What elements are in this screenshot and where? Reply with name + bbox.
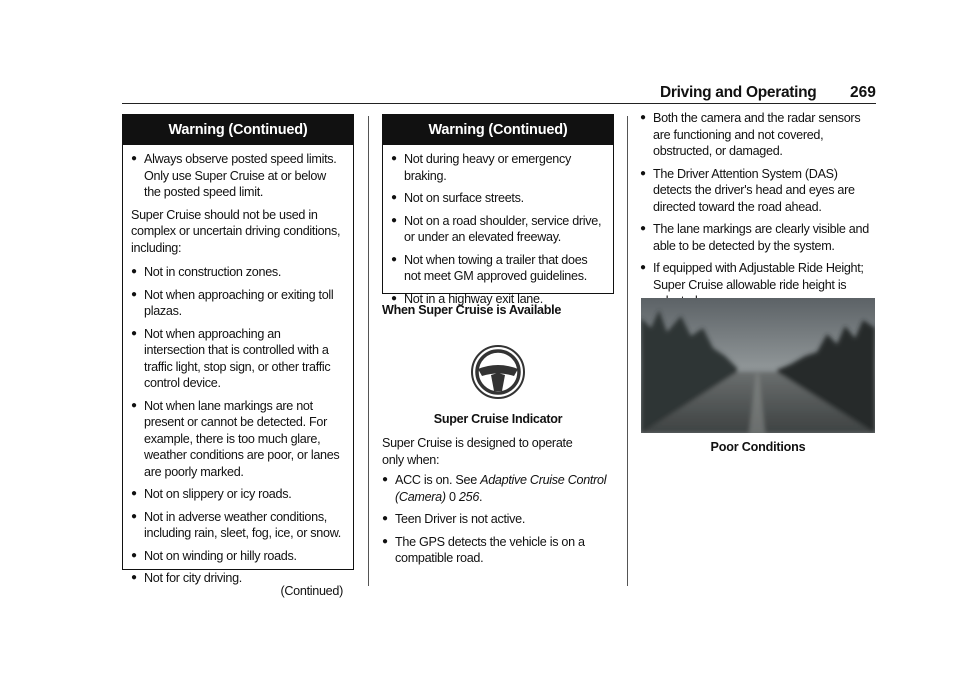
list-item: ● Always observe posted speed limits. Only use Super Cruise at or below the posted speed limit. bbox=[131, 152, 337, 199]
bullet-dot-icon: ● bbox=[391, 214, 397, 226]
bullet-dot-icon: ● bbox=[382, 535, 388, 547]
reference-arrow-icon: 0 bbox=[448, 489, 456, 504]
list-item: ● Not in adverse weather conditions, including rain, sleet, fog, ice, or snow. bbox=[131, 509, 342, 540]
bullet-dot-icon: ● bbox=[382, 474, 388, 485]
steering-wheel-icon bbox=[469, 343, 527, 401]
cross-reference-link[interactable]: Adaptive Cruise Control (Camera) bbox=[395, 473, 607, 504]
list-item: ● Teen Driver is not active. bbox=[382, 512, 526, 526]
bullet-dot-icon: ● bbox=[131, 327, 137, 339]
bullet-dot-icon: ● bbox=[131, 266, 137, 277]
list-item: ● Not when towing a trailer that does not meet GM approved guidelines. bbox=[391, 252, 588, 283]
page-header bbox=[0, 0, 960, 110]
bullet-dot-icon: ● bbox=[640, 262, 646, 273]
figure-caption: Poor Conditions bbox=[710, 440, 806, 454]
warning-box bbox=[122, 114, 354, 598]
figure-caption: Super Cruise Indicator bbox=[433, 411, 563, 426]
warning-heading: Warning (Continued) bbox=[383, 115, 613, 145]
header-rule bbox=[122, 103, 876, 104]
subheading: When Super Cruise is Available bbox=[382, 303, 562, 317]
warning-paragraph: Super Cruise should not be used in complex or uncertain driving conditions, including: bbox=[131, 207, 341, 255]
list-item: ● If equipped with Adjustable Ride Height; Super Cruise allowable ride height is bbox=[640, 260, 876, 310]
bullet-dot-icon: ● bbox=[131, 572, 137, 583]
bullet-dot-icon: ● bbox=[131, 549, 137, 561]
bullet-dot-icon: ● bbox=[391, 253, 397, 265]
list-item: ● Not when lane markings are not present or cannot be detected. For example, there is too much glare, weather conditions are poor, or lanes are poorly marked. bbox=[131, 398, 340, 479]
list-item: ● The GPS detects the vehicle is on a compatible road. bbox=[382, 534, 585, 565]
poor-conditions-photo bbox=[641, 298, 875, 433]
list-item: ● ACC is on. See Adaptive Cruise Control (Camera) 0 256. bbox=[382, 473, 607, 504]
list-item: ● Not on slippery or icy roads. bbox=[131, 487, 292, 501]
reference-page[interactable]: 256 bbox=[458, 489, 480, 504]
warning-box bbox=[382, 114, 614, 306]
bullet-dot-icon: ● bbox=[640, 223, 646, 234]
bullet-dot-icon: ● bbox=[131, 153, 137, 164]
list-item: ● Not on a road shoulder, service drive, or under an elevated freeway. bbox=[391, 213, 602, 244]
list-item: ● Not in construction zones. bbox=[131, 265, 282, 279]
list-item: ● Not during heavy or emergency braking. bbox=[391, 152, 572, 183]
list-item: ● Not on winding or hilly roads. bbox=[131, 548, 297, 563]
bullet-dot-icon: ● bbox=[391, 192, 397, 203]
list-item: ● Not when approaching or exiting toll plazas. bbox=[131, 287, 334, 318]
bullet-dot-icon: ● bbox=[640, 112, 646, 123]
continued-label: (Continued) bbox=[280, 583, 343, 598]
intro-paragraph: Super Cruise is designed to operate only when: bbox=[382, 436, 573, 467]
warning-heading: Warning (Continued) bbox=[123, 115, 353, 145]
column-divider bbox=[627, 116, 628, 586]
column-divider bbox=[368, 116, 369, 586]
section-title: Driving and Operating bbox=[660, 84, 817, 101]
bullet-dot-icon: ● bbox=[391, 292, 397, 304]
list-item: ● Both the camera and the radar sensors are functioning and not covered, obstructed, or damaged. bbox=[640, 111, 861, 158]
list-item: ● Not when approaching an intersection that is controlled with a traffic light, stop sign, or other traffic control device. bbox=[131, 326, 331, 390]
column-2-text bbox=[382, 302, 614, 573]
bullet-dot-icon: ● bbox=[382, 513, 388, 524]
column-3-text bbox=[640, 110, 876, 316]
list-item: ● The lane markings are clearly visible and able to be detected by the system. bbox=[640, 222, 869, 253]
bullet-dot-icon: ● bbox=[131, 288, 137, 300]
bullet-dot-icon: ● bbox=[391, 153, 397, 164]
bullet-dot-icon: ● bbox=[131, 399, 137, 411]
list-item: ● Not for city driving. bbox=[131, 571, 242, 585]
bullet-dot-icon: ● bbox=[131, 488, 137, 499]
list-item: ● Not on surface streets. bbox=[391, 191, 524, 205]
indicator-figure bbox=[382, 343, 614, 409]
list-item: ● Not in a highway exit lane. bbox=[391, 291, 543, 306]
bullet-dot-icon: ● bbox=[131, 510, 137, 522]
list-item: ● The Driver Attention System (DAS) detects the driver's head and eyes are directed toward the road ahead. bbox=[640, 166, 855, 214]
page-number: 269 bbox=[850, 84, 876, 101]
bullet-dot-icon: ● bbox=[640, 167, 646, 179]
